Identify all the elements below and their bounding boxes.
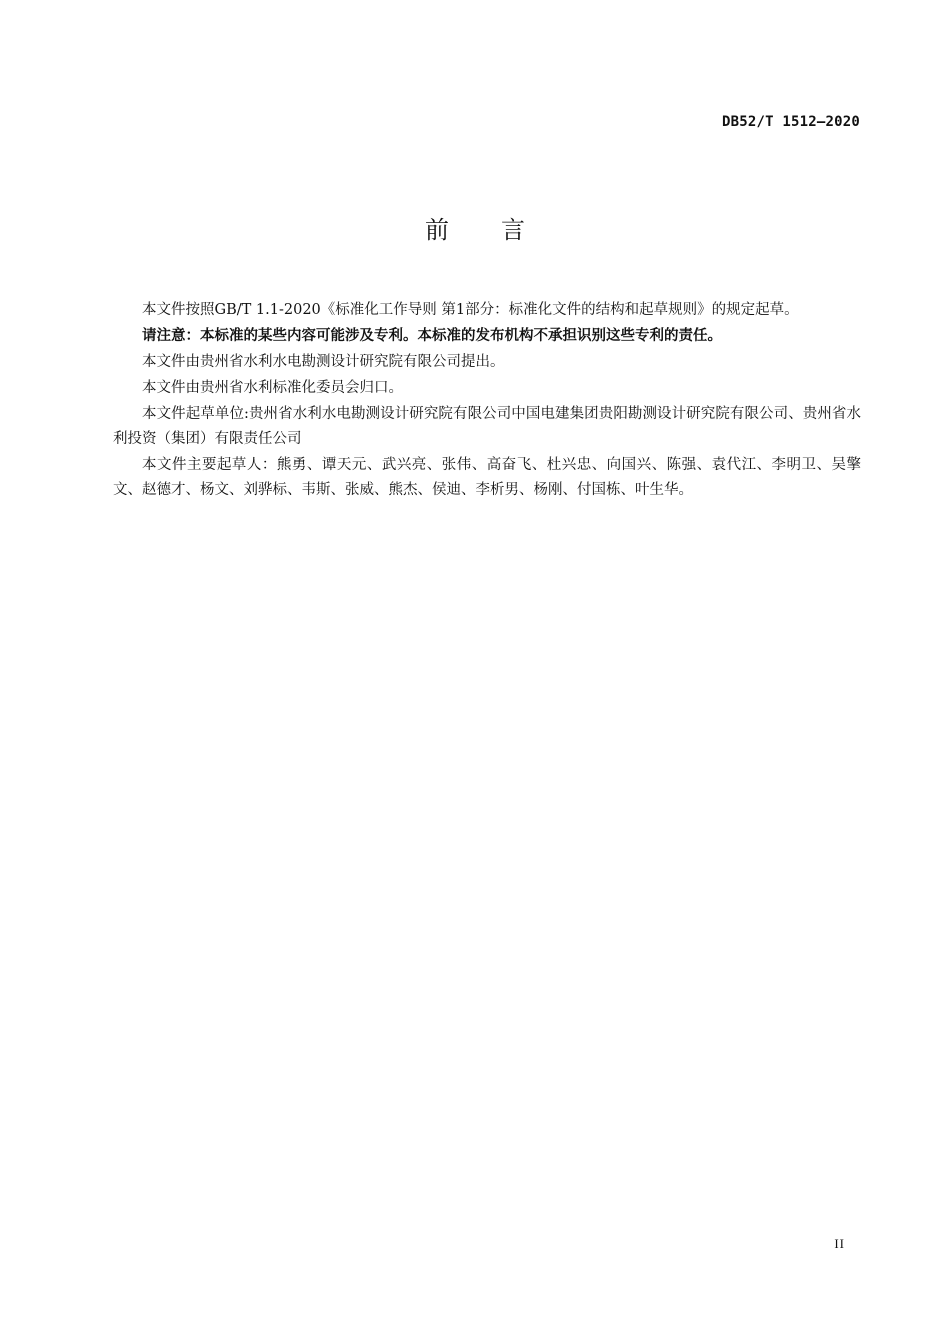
paragraph-patent-notice: 请注意：本标准的某些内容可能涉及专利。本标准的发布机构不承担识别这些专利的责任。: [142, 328, 722, 344]
page-number: II: [834, 1236, 845, 1251]
paragraph-proposer: 本文件由贵州省水利水电勘测设计研究院有限公司提出。: [142, 354, 505, 370]
foreword-body: [113, 298, 861, 504]
paragraph-drafters: 本文件主要起草人：熊勇、谭天元、武兴亮、张伟、高奋飞、杜兴忠、向国兴、陈强、袁代江、李明卫、吴擎文、赵德才、杨文、刘骅标、韦斯、张威、熊杰、侯迪、李析男、杨刚、付国栋、叶生华。: [113, 457, 861, 498]
document-code: DB52/T 1512—2020: [721, 114, 860, 130]
paragraph-administrator: 本文件由贵州省水利标准化委员会归口。: [142, 380, 403, 396]
paragraph-drafting-rules: 本文件按照GB/T 1.1-2020《标准化工作导则 第1部分：标准化文件的结构和起草规则》的规定起草。: [142, 302, 799, 318]
page-title: 前言: [425, 216, 577, 244]
paragraph-drafting-units: 本文件起草单位:贵州省水利水电勘测设计研究院有限公司中国电建集团贵阳勘测设计研究院有限公司、贵州省水利投资（集团）有限责任公司: [113, 406, 861, 447]
